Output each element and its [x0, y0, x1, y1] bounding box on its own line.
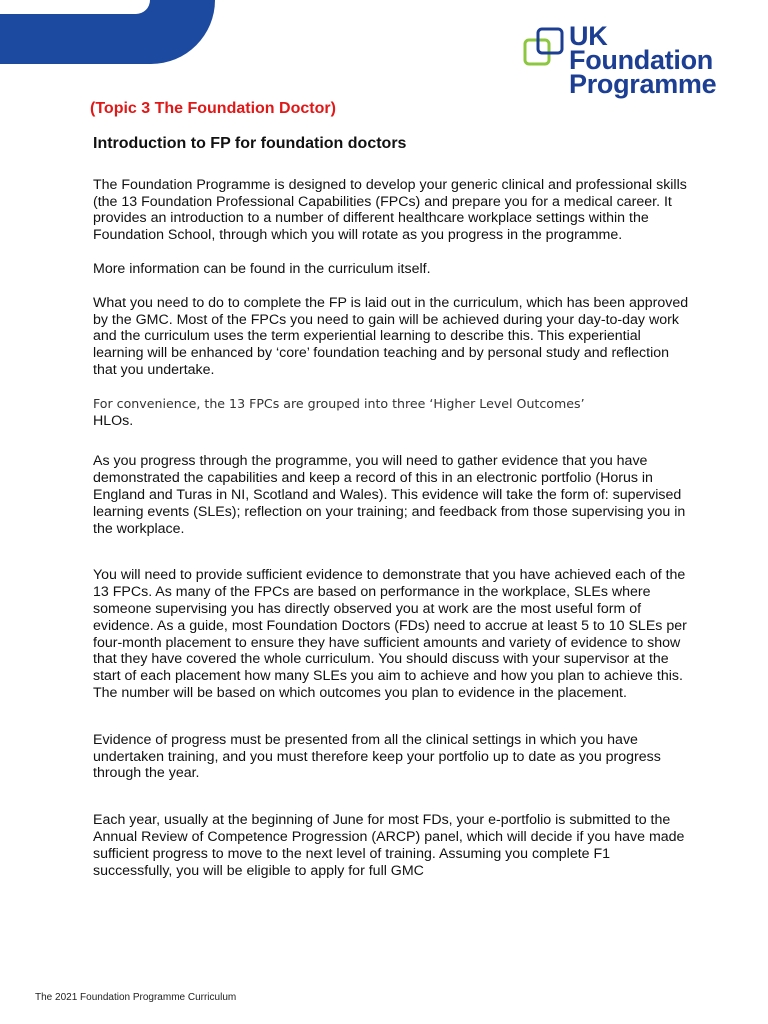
paragraph-completion: What you need to do to complete the FP is laid out in the curriculum, which has been approved by the GMC. Most of the FPCs you need to gain will be achieved during your day-to-day work and the curriculum uses the term experiential learning to describe this. This experiential learning will be enhanced by ‘core’ foundation teaching and by personal study and reflection that you undertake. — [93, 294, 689, 378]
logo-squares-icon — [522, 26, 566, 70]
page-footer: The 2021 Foundation Programme Curriculum — [35, 992, 237, 1003]
page-heading: Introduction to FP for foundation doctors — [93, 135, 407, 152]
logo-line-uk: UK — [569, 21, 608, 51]
logo-line-programme: Programme — [569, 69, 717, 99]
header-corner-notch — [0, 0, 150, 14]
paragraph-more-info: More information can be found in the curriculum itself. — [93, 260, 431, 277]
paragraph-intro: The Foundation Programme is designed to develop your generic clinical and professional skills (the 13 Foundation Professional Capabilities (FPCs) and prepare you for a medical career. It provides an introduction to a number of different healthcare workplace settings within the Foundation School, through which you will rotate as you progress in the programme. — [93, 176, 687, 244]
logo-wordmark — [569, 21, 717, 99]
uk-foundation-programme-logo — [522, 21, 747, 104]
paragraph-progress: Evidence of progress must be presented from all the clinical settings in which you have undertaken training, and you must therefore keep your portfolio up to date as you progress through the year. — [93, 731, 661, 782]
paragraph-convenience: For convenience, the 13 FPCs are grouped into three ‘Higher Level Outcomes’ — [93, 395, 585, 411]
paragraph-arcp: Each year, usually at the beginning of June for most FDs, your e-portfolio is submitted to the Annual Review of Competence Progression (ARCP) panel, which will decide if you have made sufficient progress to move to the next level of training. Assuming you complete F1 successfully, you will be eligible to apply for full GMC — [93, 812, 685, 879]
paragraph-sufficient-evidence: You will need to provide sufficient evidence to demonstrate that you have achieved each of the 13 FPCs. As many of the FPCs are based on performance in the workplace, SLEs where someone supervising you has directly observed you at work are the most useful form of evidence. As a guide, most Foundation Doctors (FDs) need to accrue at least 5 to 10 SLEs per four-month placement to ensure they have sufficient amounts and variety of evidence to show that they have covered the whole curriculum. You should discuss with your supervisor at the start of each placement how many SLEs you aim to achieve and how you plan to achieve this. The number will be based on which outcomes you plan to evidence in the placement. — [93, 567, 687, 701]
document-body — [93, 136, 693, 879]
topic-title: (Topic 3 The Foundation Doctor) — [90, 100, 336, 117]
logo-line-foundation: Foundation — [569, 45, 713, 75]
paragraph-hlos: HLOs. — [93, 412, 134, 429]
paragraph-evidence: As you progress through the programme, you will need to gather evidence that you have demonstrated the capabilities and keep a record of this in an electronic portfolio (Horus in England and Turas in NI, Scotland and Wales). This evidence will take the form of: supervised learning events (SLEs); reflection on your training; and feedback from those supervising you in the workplace. — [93, 453, 686, 537]
